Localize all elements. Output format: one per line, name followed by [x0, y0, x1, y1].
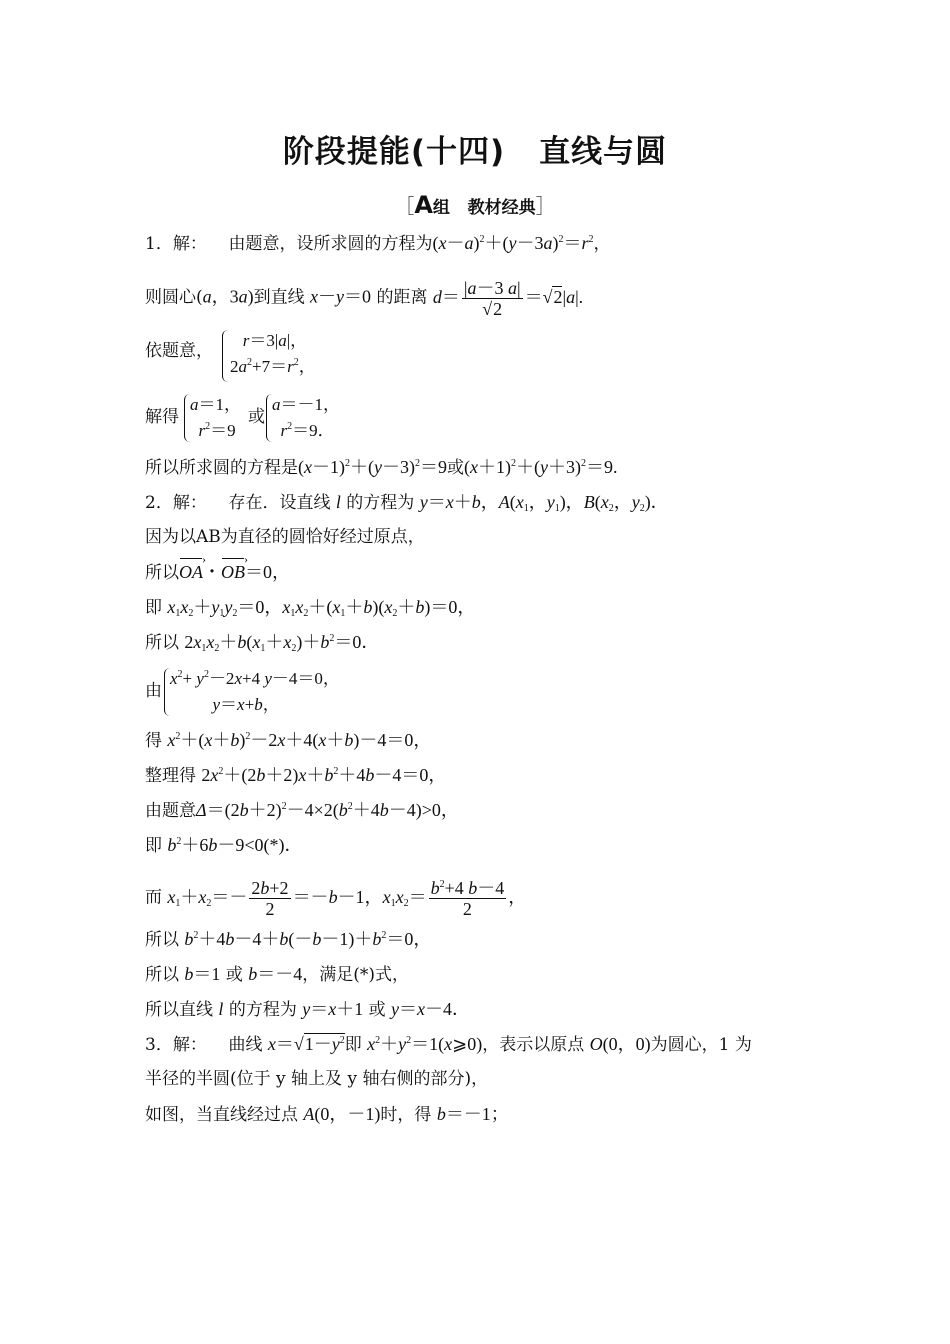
problem-1-line-3: 依题意， — [145, 341, 213, 361]
problem-2-line-8: 整理得 $2x^2+(2b+2)x+b^2+4b-4=0$， — [145, 765, 447, 786]
problem-2-line-12: 所以 $b^2+4b-4+b(-b-1)+b^2=0$， — [145, 929, 432, 950]
problem-3-line-3: 如图，当直线经过点 A(0，－1)时，得 b＝－1； — [145, 1104, 509, 1125]
problem-3-line-2: 半径的半圆(位于 y 轴上及 y 轴右侧的部分)， — [145, 1069, 489, 1089]
problem-2-line-7: 得 $x^2+(x+b)^2-2x+4(x+b)-4=0$， — [145, 730, 432, 751]
problem-2-line-1: 2．解： 存在．设直线 l 的方程为 y＝x＋b，$A(x_1$，$y_1$)，$B(x_2$，$y_2$)． — [145, 492, 669, 514]
section-header: ［A组 教材经典］ — [394, 191, 556, 219]
problem-2-line-10: 即 $b^2+6b-9<0(*)$． — [145, 835, 303, 856]
problem-1-line-1: 1．解： 由题意，设所求圆的方程为$(x-a)^2+(y-3a)^2=r^2$， — [145, 233, 611, 254]
problem-2-line-9: 由题意$\Delta=(2b+2)^2-4\times 2(b^2+4b-4)>0$， — [145, 800, 459, 821]
problem-2-line-13: 所以 b＝1 或 b＝－4，满足(*)式， — [145, 964, 409, 985]
problem-2-line-3: 所以OA ›・OB ›＝0， — [145, 561, 290, 584]
problem-2-line-6: 由 — [145, 681, 162, 701]
brace — [222, 330, 229, 382]
problem-1-conclusion: 所以所求圆的方程是$(x-1)^2+(y-3)^2=9$或$(x+1)^2+(y+3)^2=9$. — [145, 457, 618, 478]
problem-1-line-2: 则圆心(a，3a)到直线 x－y＝0 的距离 d＝ $\frac{|a-3 a|}{√2}$ ＝√2|a|. — [145, 278, 584, 319]
problem-2-line-5: 所以 $2x_1x_2+b(x_1+x_2)+b^2=0$． — [145, 632, 380, 654]
solution-system-2: a＝－1， $r^2=9$． — [272, 395, 340, 440]
problem-2-line-14: 所以直线 l 的方程为 y＝x＋1 或 y＝x－4． — [145, 999, 471, 1020]
or-text: 或 — [248, 407, 265, 427]
page-title: 阶段提能(十四) 直线与圆 — [282, 134, 668, 170]
problem-3-line-1: 3．解： 曲线 $x=√1-y^2$即 $x^2+y^2=1(x⩾0)$，表示以原点 O(0，0)为圆心，1 为 — [145, 1034, 752, 1055]
solution-system-1: a＝1， $r^2=9$ — [190, 395, 241, 440]
problem-2-line-4: 即 $x_1x_2+y_1y_2=0$，$x_1x_2+(x_1+b)(x_2+b)=0$， — [145, 597, 476, 619]
problem-2-line-11: 而 $x_1+x_2=-$ $\frac{2b+2}{2}$ ＝－b－1，$x_1x_2=$ $\frac{b^2+4 b-4}{2}$ ， — [145, 878, 527, 919]
problem-2-line-2: 因为以AB为直径的圆恰好经过原点， — [145, 527, 425, 547]
problem-1-line-4: 解得 — [145, 407, 179, 427]
equation-system: r＝3|a|， $2a^2+7=r^2$， — [230, 331, 316, 376]
equation-system-2: $x^2+ y^2-2x+4$ y－4＝0， y＝x+b， — [170, 669, 340, 714]
